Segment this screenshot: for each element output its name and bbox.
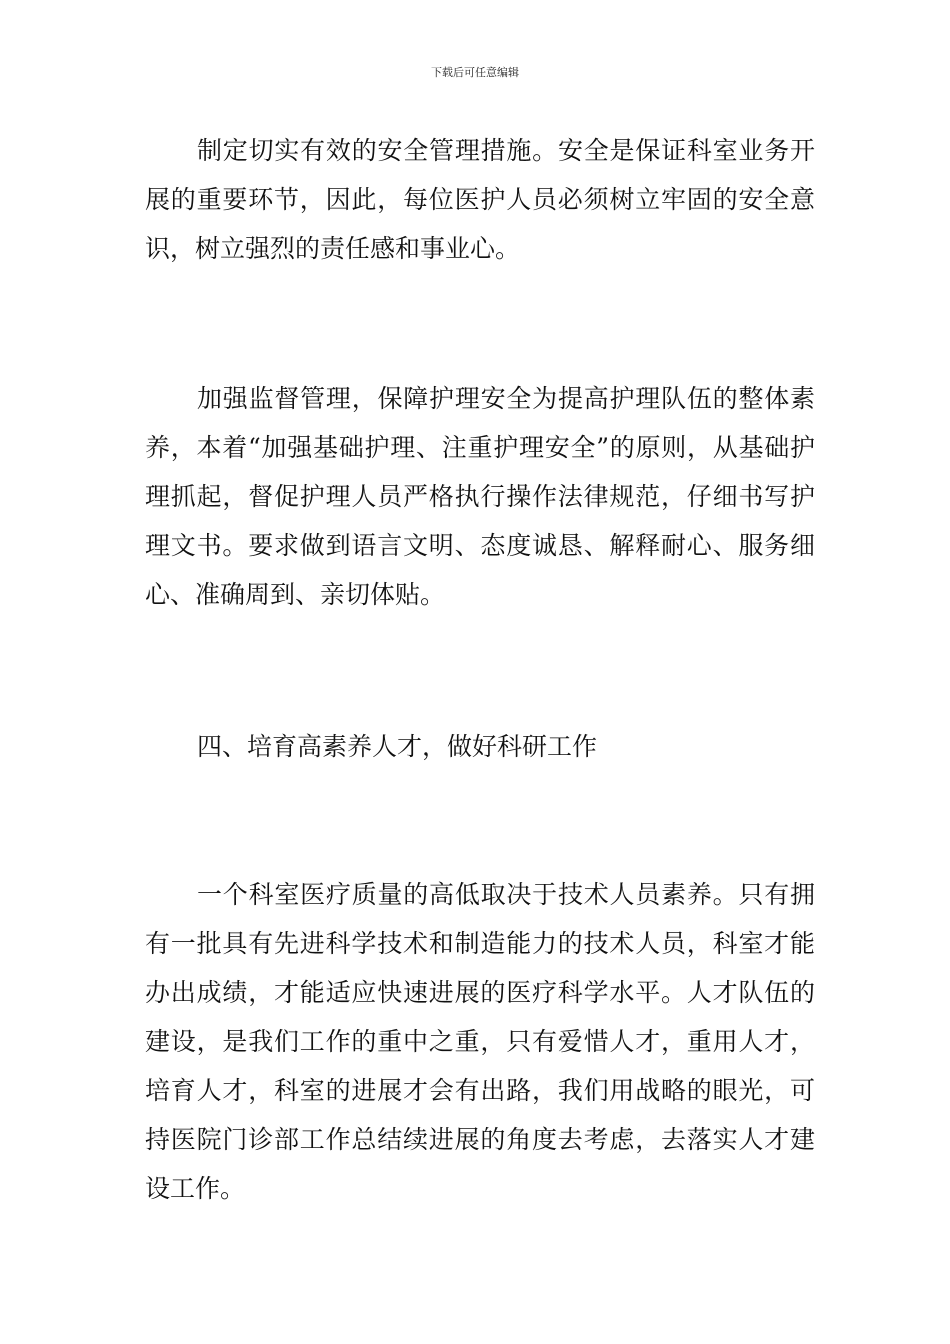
paragraph-supervision: 加强监督管理，保障护理安全为提高护理队伍的整体素养，本着“加强基础护理、注重护理安全”的原则，从基础护理抓起，督促护理人员严格执行操作法律规范，仔细书写护理文书。要求做到语言文明、态度诚恳、解释耐心、服务细心、准确周到、亲切体贴。	[145, 384, 815, 609]
paragraph-talent-building: 一个科室医疗质量的高低取决于技术人员素养。只有拥有一批具有先进科学技术和制造能力的技术人员，科室才能办出成绩，才能适应快速进展的医疗科学水平。人才队伍的建设，是我们工作的重中之重，只有爱惜人才，重用人才，培育人才，科室的进展才会有出路，我们用战略的眼光，可持医院门诊部工作总结续进展的角度去考虑，去落实人才建设工作。	[145, 880, 815, 1203]
section-heading-talent: 四、培育高素养人才，做好科研工作	[197, 732, 598, 761]
paragraph-safety-measures: 制定切实有效的安全管理措施。安全是保证科室业务开展的重要环节，因此，每位医护人员必须树立牢固的安全意识，树立强烈的责任感和事业心。	[145, 136, 815, 263]
page-header-note: 下载后可任意编辑	[431, 66, 519, 79]
